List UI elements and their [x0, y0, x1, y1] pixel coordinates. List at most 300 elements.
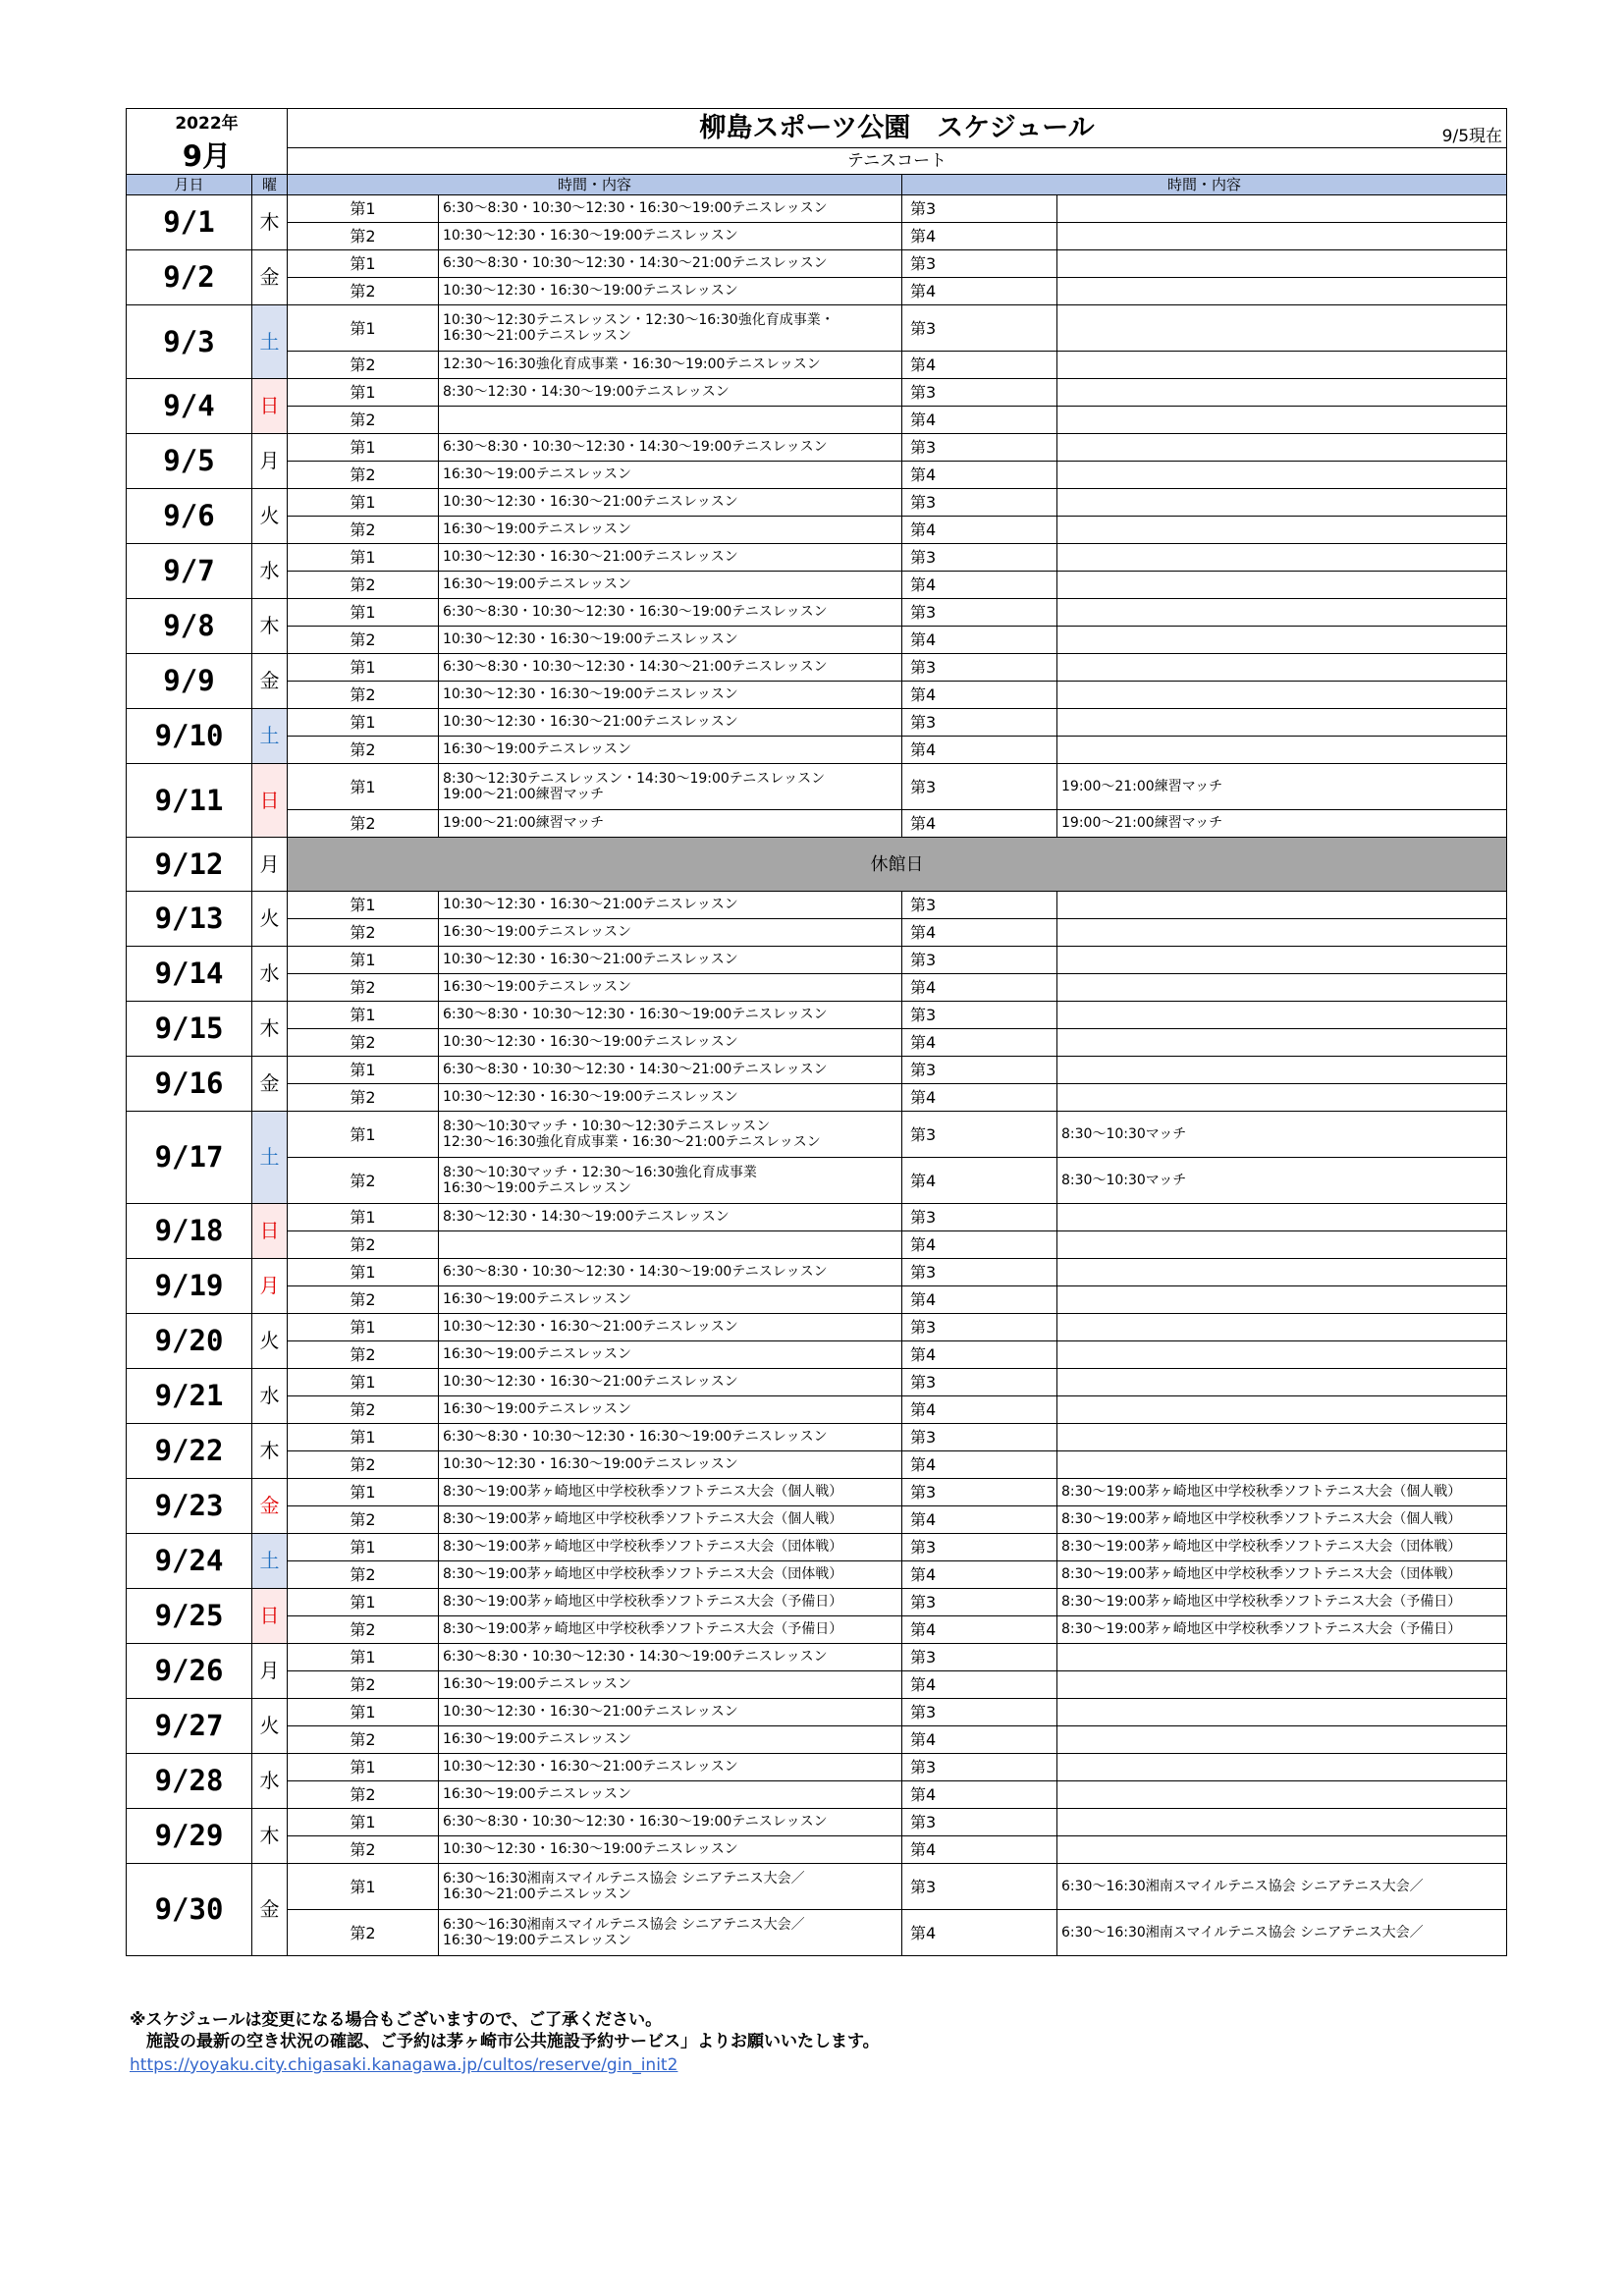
court-label-right: 第3 — [902, 1204, 1057, 1231]
court-label-left: 第2 — [288, 1158, 439, 1204]
court-content-right — [1057, 1029, 1507, 1057]
court-row — [127, 1534, 1507, 1561]
court-row — [127, 892, 1507, 919]
court-row — [127, 195, 1507, 223]
court-content-left: 8:30〜10:30マッチ・12:30〜16:30強化育成事業 16:30〜19:00テニスレッスン — [439, 1158, 902, 1204]
court-row — [127, 223, 1507, 250]
date-cell: 9/2 — [127, 250, 252, 305]
court-label-left: 第2 — [288, 517, 439, 544]
court-row — [127, 517, 1507, 544]
court-row — [127, 1286, 1507, 1314]
court-row — [127, 627, 1507, 654]
court-label-right: 第3 — [902, 544, 1057, 572]
court-label-left: 第2 — [288, 1781, 439, 1809]
court-label-right: 第3 — [902, 305, 1057, 352]
court-label-right: 第3 — [902, 892, 1057, 919]
court-content-left: 10:30〜12:30・16:30〜21:00テニスレッスン — [439, 1314, 902, 1341]
weekday-cell: 水 — [252, 1369, 288, 1424]
court-row — [127, 682, 1507, 709]
court-label-left: 第1 — [288, 654, 439, 682]
court-label-right: 第4 — [902, 1029, 1057, 1057]
court-row — [127, 1910, 1507, 1956]
court-row — [127, 1029, 1507, 1057]
court-label-left: 第1 — [288, 1589, 439, 1616]
court-content-right — [1057, 434, 1507, 462]
court-row — [127, 654, 1507, 682]
date-cell: 9/26 — [127, 1644, 252, 1699]
weekday-cell: 木 — [252, 1424, 288, 1479]
court-row — [127, 1754, 1507, 1781]
court-content-right — [1057, 1424, 1507, 1451]
court-content-left: 6:30〜8:30・10:30〜12:30・16:30〜19:00テニスレッスン — [439, 1424, 902, 1451]
date-cell: 9/4 — [127, 379, 252, 434]
court-content-left: 10:30〜12:30・16:30〜21:00テニスレッスン — [439, 1369, 902, 1396]
court-label-left: 第1 — [288, 544, 439, 572]
court-label-left: 第1 — [288, 1864, 439, 1910]
court-content-left: 10:30〜12:30・16:30〜21:00テニスレッスン — [439, 947, 902, 974]
weekday-cell: 日 — [252, 1589, 288, 1644]
court-label-left: 第1 — [288, 195, 439, 223]
court-content-right — [1057, 544, 1507, 572]
court-content-right: 8:30〜19:00茅ヶ崎地区中学校秋季ソフトテニス大会（団体戦） — [1057, 1561, 1507, 1589]
court-content-right — [1057, 654, 1507, 682]
weekday-cell: 金 — [252, 250, 288, 305]
weekday-cell: 木 — [252, 599, 288, 654]
weekday-cell: 火 — [252, 892, 288, 947]
court-label-right: 第3 — [902, 1534, 1057, 1561]
court-content-left: 6:30〜16:30湘南スマイルテニス協会 シニアテニス大会／ 16:30〜19:00テニスレッスン — [439, 1910, 902, 1956]
court-content-right — [1057, 1451, 1507, 1479]
note-line-1: ※スケジュールは変更になる場合もございますので、ご了承ください。 — [130, 2010, 663, 2030]
court-content-left: 10:30〜12:30・16:30〜21:00テニスレッスン — [439, 892, 902, 919]
date-cell: 9/17 — [127, 1112, 252, 1204]
court-label-right: 第3 — [902, 599, 1057, 627]
court-content-left: 6:30〜8:30・10:30〜12:30・14:30〜21:00テニスレッスン — [439, 250, 902, 278]
date-cell: 9/19 — [127, 1259, 252, 1314]
court-content-left: 16:30〜19:00テニスレッスン — [439, 572, 902, 599]
court-row — [127, 572, 1507, 599]
date-cell: 9/20 — [127, 1314, 252, 1369]
court-content-left: 16:30〜19:00テニスレッスン — [439, 1671, 902, 1699]
court-label-right: 第3 — [902, 1644, 1057, 1671]
court-content-right: 8:30〜19:00茅ヶ崎地区中学校秋季ソフトテニス大会（予備日） — [1057, 1616, 1507, 1644]
court-content-right — [1057, 892, 1507, 919]
court-content-right — [1057, 1369, 1507, 1396]
court-label-left: 第1 — [288, 434, 439, 462]
court-label-left: 第2 — [288, 1671, 439, 1699]
court-content-right — [1057, 1002, 1507, 1029]
court-content-left: 16:30〜19:00テニスレッスン — [439, 737, 902, 764]
schedule-table — [126, 108, 1507, 1956]
court-label-right: 第4 — [902, 737, 1057, 764]
weekday-cell: 土 — [252, 1112, 288, 1204]
date-cell: 9/28 — [127, 1754, 252, 1809]
court-content-left — [439, 407, 902, 434]
court-label-right: 第4 — [902, 1671, 1057, 1699]
court-row — [127, 1002, 1507, 1029]
court-content-right — [1057, 1204, 1507, 1231]
court-content-right — [1057, 1057, 1507, 1084]
court-label-right: 第3 — [902, 1002, 1057, 1029]
weekday-cell: 火 — [252, 489, 288, 544]
court-content-left: 10:30〜12:30・16:30〜19:00テニスレッスン — [439, 682, 902, 709]
court-content-left: 6:30〜8:30・10:30〜12:30・14:30〜19:00テニスレッスン — [439, 1259, 902, 1286]
court-row — [127, 278, 1507, 305]
court-content-left: 10:30〜12:30・16:30〜21:00テニスレッスン — [439, 1699, 902, 1726]
court-content-right — [1057, 1699, 1507, 1726]
facility-label: テニスコート — [288, 148, 1507, 175]
court-label-left: 第1 — [288, 764, 439, 810]
court-content-left: 10:30〜12:30・16:30〜19:00テニスレッスン — [439, 278, 902, 305]
court-row — [127, 1864, 1507, 1910]
court-label-left: 第2 — [288, 1616, 439, 1644]
court-row — [127, 1561, 1507, 1589]
court-label-left: 第2 — [288, 1561, 439, 1589]
date-cell: 9/23 — [127, 1479, 252, 1534]
court-label-left: 第2 — [288, 1029, 439, 1057]
court-label-right: 第4 — [902, 682, 1057, 709]
court-label-right: 第4 — [902, 1561, 1057, 1589]
court-content-right — [1057, 223, 1507, 250]
court-label-left: 第2 — [288, 462, 439, 489]
court-row — [127, 1671, 1507, 1699]
date-cell: 9/1 — [127, 195, 252, 250]
court-label-left: 第1 — [288, 1002, 439, 1029]
court-label-left: 第1 — [288, 1204, 439, 1231]
court-content-right — [1057, 1341, 1507, 1369]
court-label-left: 第1 — [288, 250, 439, 278]
court-row — [127, 1726, 1507, 1754]
court-label-left: 第2 — [288, 223, 439, 250]
court-content-left: 6:30〜8:30・10:30〜12:30・16:30〜19:00テニスレッスン — [439, 1809, 902, 1836]
court-row — [127, 250, 1507, 278]
court-content-left — [439, 1231, 902, 1259]
court-label-right: 第3 — [902, 1589, 1057, 1616]
date-cell: 9/12 — [127, 838, 252, 892]
court-content-left: 10:30〜12:30・16:30〜19:00テニスレッスン — [439, 1029, 902, 1057]
date-cell: 9/27 — [127, 1699, 252, 1754]
court-row — [127, 1057, 1507, 1084]
date-cell: 9/14 — [127, 947, 252, 1002]
court-content-left: 6:30〜8:30・10:30〜12:30・14:30〜21:00テニスレッスン — [439, 654, 902, 682]
court-label-right: 第4 — [902, 919, 1057, 947]
court-content-left: 16:30〜19:00テニスレッスン — [439, 1781, 902, 1809]
weekday-cell: 月 — [252, 838, 288, 892]
court-row — [127, 1616, 1507, 1644]
date-cell: 9/22 — [127, 1424, 252, 1479]
court-content-right: 8:30〜10:30マッチ — [1057, 1112, 1507, 1158]
court-label-right: 第3 — [902, 1314, 1057, 1341]
court-label-right: 第4 — [902, 1158, 1057, 1204]
court-row — [127, 764, 1507, 810]
court-content-left: 10:30〜12:30・16:30〜19:00テニスレッスン — [439, 223, 902, 250]
court-row — [127, 810, 1507, 838]
court-content-left: 8:30〜19:00茅ヶ崎地区中学校秋季ソフトテニス大会（個人戦） — [439, 1506, 902, 1534]
weekday-cell: 日 — [252, 1204, 288, 1259]
court-content-left: 8:30〜10:30マッチ・10:30〜12:30テニスレッスン 12:30〜16:30強化育成事業・16:30〜21:00テニスレッスン — [439, 1112, 902, 1158]
court-content-right: 6:30〜16:30湘南スマイルテニス協会 シニアテニス大会／ — [1057, 1910, 1507, 1956]
court-content-left: 10:30〜12:30・16:30〜19:00テニスレッスン — [439, 1836, 902, 1864]
court-content-left: 6:30〜8:30・10:30〜12:30・16:30〜19:00テニスレッスン — [439, 195, 902, 223]
court-content-left: 8:30〜19:00茅ヶ崎地区中学校秋季ソフトテニス大会（団体戦） — [439, 1561, 902, 1589]
court-content-right: 8:30〜19:00茅ヶ崎地区中学校秋季ソフトテニス大会（予備日） — [1057, 1589, 1507, 1616]
court-content-left: 16:30〜19:00テニスレッスン — [439, 1726, 902, 1754]
court-label-right: 第3 — [902, 709, 1057, 737]
weekday-cell: 金 — [252, 654, 288, 709]
court-content-left: 10:30〜12:30・16:30〜19:00テニスレッスン — [439, 627, 902, 654]
weekday-cell: 土 — [252, 1534, 288, 1589]
weekday-cell: 火 — [252, 1699, 288, 1754]
court-label-left: 第1 — [288, 892, 439, 919]
court-label-left: 第2 — [288, 278, 439, 305]
court-row — [127, 974, 1507, 1002]
court-row — [127, 1479, 1507, 1506]
date-cell: 9/13 — [127, 892, 252, 947]
year-label: 2022年 — [127, 109, 288, 139]
weekday-cell: 水 — [252, 947, 288, 1002]
court-label-left: 第2 — [288, 919, 439, 947]
court-row — [127, 1259, 1507, 1286]
date-cell: 9/29 — [127, 1809, 252, 1864]
court-content-right — [1057, 517, 1507, 544]
court-label-right: 第4 — [902, 572, 1057, 599]
court-content-left: 8:30〜19:00茅ヶ崎地区中学校秋季ソフトテニス大会（団体戦） — [439, 1534, 902, 1561]
court-content-right: 8:30〜19:00茅ヶ崎地区中学校秋季ソフトテニス大会（個人戦） — [1057, 1506, 1507, 1534]
court-content-left: 16:30〜19:00テニスレッスン — [439, 974, 902, 1002]
weekday-cell: 木 — [252, 1809, 288, 1864]
column-header-row — [127, 175, 1507, 195]
court-label-right: 第3 — [902, 654, 1057, 682]
court-label-left: 第1 — [288, 1057, 439, 1084]
court-content-right — [1057, 947, 1507, 974]
court-label-right: 第4 — [902, 278, 1057, 305]
court-label-left: 第1 — [288, 489, 439, 517]
court-content-right — [1057, 195, 1507, 223]
court-label-right: 第3 — [902, 1424, 1057, 1451]
court-label-right: 第4 — [902, 462, 1057, 489]
court-content-right — [1057, 1286, 1507, 1314]
court-content-right — [1057, 599, 1507, 627]
court-label-right: 第3 — [902, 1809, 1057, 1836]
court-content-left: 6:30〜8:30・10:30〜12:30・16:30〜19:00テニスレッスン — [439, 1002, 902, 1029]
court-content-right — [1057, 1396, 1507, 1424]
court-content-left: 10:30〜12:30・16:30〜21:00テニスレッスン — [439, 1754, 902, 1781]
court-row — [127, 1314, 1507, 1341]
court-row — [127, 1231, 1507, 1259]
court-label-left: 第2 — [288, 1910, 439, 1956]
court-content-left: 6:30〜16:30湘南スマイルテニス協会 シニアテニス大会／ 16:30〜21:00テニスレッスン — [439, 1864, 902, 1910]
court-content-left: 8:30〜12:30・14:30〜19:00テニスレッスン — [439, 1204, 902, 1231]
court-label-right: 第3 — [902, 947, 1057, 974]
court-label-right: 第3 — [902, 379, 1057, 407]
court-content-right — [1057, 1671, 1507, 1699]
court-label-right: 第4 — [902, 1836, 1057, 1864]
col-date-header: 月日 — [127, 175, 252, 195]
page-title — [288, 109, 1507, 148]
court-row — [127, 1424, 1507, 1451]
court-content-right: 19:00〜21:00練習マッチ — [1057, 810, 1507, 838]
court-label-left: 第2 — [288, 1836, 439, 1864]
court-label-right: 第4 — [902, 627, 1057, 654]
court-content-left: 16:30〜19:00テニスレッスン — [439, 1396, 902, 1424]
court-content-right — [1057, 278, 1507, 305]
court-label-right: 第4 — [902, 352, 1057, 379]
court-label-left: 第1 — [288, 1479, 439, 1506]
court-label-left: 第1 — [288, 1534, 439, 1561]
reservation-link[interactable]: https://yoyaku.city.chigasaki.kanagawa.jp/cultos/reserve/gin_init2 — [130, 2055, 678, 2075]
court-label-right: 第4 — [902, 810, 1057, 838]
weekday-cell: 日 — [252, 764, 288, 838]
court-content-left: 10:30〜12:30・16:30〜21:00テニスレッスン — [439, 544, 902, 572]
date-cell: 9/10 — [127, 709, 252, 764]
court-row — [127, 352, 1507, 379]
date-cell: 9/16 — [127, 1057, 252, 1112]
weekday-cell: 水 — [252, 544, 288, 599]
date-cell: 9/30 — [127, 1864, 252, 1956]
court-content-right: 8:30〜10:30マッチ — [1057, 1158, 1507, 1204]
court-content-left: 8:30〜19:00茅ヶ崎地区中学校秋季ソフトテニス大会（予備日） — [439, 1616, 902, 1644]
court-content-left: 10:30〜12:30・16:30〜19:00テニスレッスン — [439, 1084, 902, 1112]
weekday-cell: 月 — [252, 1259, 288, 1314]
court-content-right — [1057, 379, 1507, 407]
court-content-left: 19:00〜21:00練習マッチ — [439, 810, 902, 838]
court-content-left: 8:30〜19:00茅ヶ崎地区中学校秋季ソフトテニス大会（個人戦） — [439, 1479, 902, 1506]
court-content-right — [1057, 1644, 1507, 1671]
court-label-right: 第4 — [902, 1910, 1057, 1956]
court-content-left: 12:30〜16:30強化育成事業・16:30〜19:00テニスレッスン — [439, 352, 902, 379]
court-label-right: 第3 — [902, 1864, 1057, 1910]
date-cell: 9/11 — [127, 764, 252, 838]
title-text: 柳島スポーツ公園 スケジュール — [699, 113, 1095, 143]
court-label-left: 第1 — [288, 599, 439, 627]
court-row — [127, 1836, 1507, 1864]
schedule-sheet — [126, 108, 1506, 1956]
court-row — [127, 1781, 1507, 1809]
weekday-cell: 月 — [252, 1644, 288, 1699]
court-row — [127, 1699, 1507, 1726]
court-label-left: 第2 — [288, 627, 439, 654]
court-content-right — [1057, 1754, 1507, 1781]
court-label-left: 第2 — [288, 737, 439, 764]
court-content-right — [1057, 1314, 1507, 1341]
court-label-left: 第2 — [288, 572, 439, 599]
weekday-cell: 火 — [252, 1314, 288, 1369]
court-row — [127, 407, 1507, 434]
court-label-right: 第3 — [902, 1479, 1057, 1506]
court-content-left: 10:30〜12:30・16:30〜19:00テニスレッスン — [439, 1451, 902, 1479]
court-row — [127, 1396, 1507, 1424]
court-row — [127, 1506, 1507, 1534]
court-label-left: 第2 — [288, 1084, 439, 1112]
court-content-right — [1057, 1836, 1507, 1864]
court-row — [127, 1084, 1507, 1112]
date-cell: 9/9 — [127, 654, 252, 709]
court-label-left: 第1 — [288, 1314, 439, 1341]
court-label-right: 第3 — [902, 1112, 1057, 1158]
date-cell: 9/5 — [127, 434, 252, 489]
court-label-left: 第2 — [288, 407, 439, 434]
date-cell: 9/15 — [127, 1002, 252, 1057]
court-label-left: 第1 — [288, 1259, 439, 1286]
weekday-cell: 日 — [252, 379, 288, 434]
court-content-left: 16:30〜19:00テニスレッスン — [439, 1341, 902, 1369]
court-label-left: 第2 — [288, 1506, 439, 1534]
weekday-cell: 木 — [252, 195, 288, 250]
court-content-right — [1057, 1084, 1507, 1112]
court-content-right: 8:30〜19:00茅ヶ崎地区中学校秋季ソフトテニス大会（個人戦） — [1057, 1479, 1507, 1506]
court-row — [127, 1158, 1507, 1204]
court-content-left: 8:30〜19:00茅ヶ崎地区中学校秋季ソフトテニス大会（予備日） — [439, 1589, 902, 1616]
court-label-left: 第2 — [288, 1451, 439, 1479]
court-label-right: 第4 — [902, 1451, 1057, 1479]
court-row — [127, 1341, 1507, 1369]
court-row — [127, 1204, 1507, 1231]
date-cell: 9/3 — [127, 305, 252, 379]
court-label-left: 第1 — [288, 1809, 439, 1836]
court-label-right: 第3 — [902, 1259, 1057, 1286]
weekday-cell: 土 — [252, 305, 288, 379]
date-cell: 9/24 — [127, 1534, 252, 1589]
court-content-right: 6:30〜16:30湘南スマイルテニス協会 シニアテニス大会／ — [1057, 1864, 1507, 1910]
court-row — [127, 947, 1507, 974]
court-content-right — [1057, 682, 1507, 709]
court-label-right: 第4 — [902, 1341, 1057, 1369]
court-row — [127, 544, 1507, 572]
court-row — [127, 1112, 1507, 1158]
court-content-left: 16:30〜19:00テニスレッスン — [439, 462, 902, 489]
court-label-right: 第4 — [902, 1396, 1057, 1424]
court-label-right: 第3 — [902, 250, 1057, 278]
court-label-right: 第4 — [902, 1231, 1057, 1259]
court-label-left: 第1 — [288, 379, 439, 407]
date-cell: 9/18 — [127, 1204, 252, 1259]
court-content-left: 10:30〜12:30テニスレッスン・12:30〜16:30強化育成事業・ 16:30〜21:00テニスレッスン — [439, 305, 902, 352]
court-label-right: 第4 — [902, 1726, 1057, 1754]
court-row — [127, 1589, 1507, 1616]
court-row — [127, 1644, 1507, 1671]
notes — [130, 2009, 880, 2052]
day-row — [127, 838, 1507, 892]
court-label-right: 第3 — [902, 1699, 1057, 1726]
court-label-right: 第4 — [902, 1506, 1057, 1534]
court-content-right — [1057, 627, 1507, 654]
court-label-left: 第2 — [288, 974, 439, 1002]
court-label-right: 第4 — [902, 1286, 1057, 1314]
court-content-right — [1057, 709, 1507, 737]
court-label-right: 第3 — [902, 1057, 1057, 1084]
court-content-left: 16:30〜19:00テニスレッスン — [439, 517, 902, 544]
court-label-right: 第4 — [902, 517, 1057, 544]
court-content-right — [1057, 1231, 1507, 1259]
weekday-cell: 金 — [252, 1479, 288, 1534]
court-content-left: 6:30〜8:30・10:30〜12:30・14:30〜21:00テニスレッスン — [439, 1057, 902, 1084]
court-label-left: 第1 — [288, 1754, 439, 1781]
court-label-left: 第1 — [288, 1699, 439, 1726]
court-content-right — [1057, 572, 1507, 599]
court-label-left: 第1 — [288, 1112, 439, 1158]
court-label-right: 第3 — [902, 195, 1057, 223]
court-label-left: 第2 — [288, 1286, 439, 1314]
weekday-cell: 金 — [252, 1864, 288, 1956]
court-label-left: 第2 — [288, 1726, 439, 1754]
court-content-left: 16:30〜19:00テニスレッスン — [439, 1286, 902, 1314]
court-row — [127, 1809, 1507, 1836]
court-row — [127, 489, 1507, 517]
court-content-left: 8:30〜12:30テニスレッスン・14:30〜19:00テニスレッスン 19:00〜21:00練習マッチ — [439, 764, 902, 810]
col-content-header-right: 時間・内容 — [902, 175, 1507, 195]
court-row — [127, 1369, 1507, 1396]
date-cell: 9/21 — [127, 1369, 252, 1424]
